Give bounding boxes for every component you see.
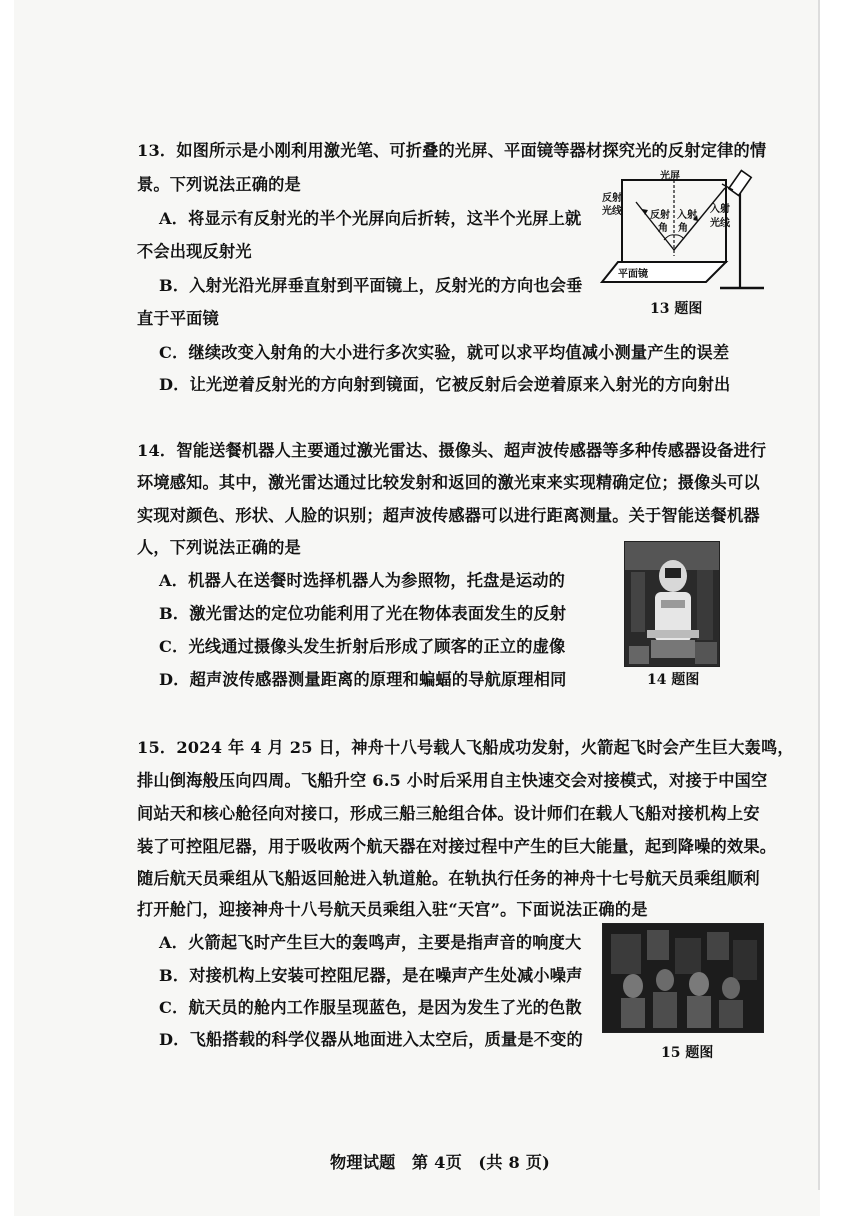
q14-option-b: B．激光雷达的定位功能利用了光在物体表面发生的反射 — [159, 604, 567, 623]
incidence-angle-label-1: 入射 — [677, 210, 697, 221]
q13-option-b-line1: B．入射光沿光屏垂直射到平面镜上，反射光的方向也会垂 — [159, 276, 583, 295]
figure-14-caption: 14 题图 — [647, 672, 700, 688]
q13-stem-line1: 13．如图所示是小刚利用激光笔、可折叠的光屏、平面镜等器材探究光的反射定律的情 — [137, 141, 767, 160]
scan-edge-line — [818, 0, 820, 1190]
q15-option-c: C．航天员的舱内工作服呈现蓝色，是因为发生了光的色散 — [159, 998, 582, 1017]
q15-option-a: A．火箭起飞时产生巨大的轰鸣声，主要是指声音的响度大 — [159, 933, 582, 952]
delivery-robot-photo — [624, 541, 720, 667]
q14-stem-line4: 人，下列说法正确的是 — [137, 538, 301, 557]
q15-stem-line4: 装了可控阻尼器，用于吸收两个航天器在对接过程中产生的巨大能量，起到降噪的效果。 — [137, 837, 777, 856]
reflected-ray-label-1: 反射 — [602, 193, 622, 204]
reflected-ray-label-2: 光线 — [602, 206, 622, 217]
q14-option-c: C．光线通过摄像头发生折射后形成了顾客的正立的虚像 — [159, 637, 566, 656]
q14-stem-line2: 环境感知。其中，激光雷达通过比较发射和返回的激光束来实现精确定位；摄像头可以 — [137, 473, 760, 492]
incident-ray-label-1: 入射 — [710, 204, 730, 215]
q15-stem-line2: 排山倒海般压向四周。飞船升空 6.5 小时后采用自主快速交会对接模式，对接于中国空 — [137, 771, 768, 790]
q15-option-b: B．对接机构上安装可控阻尼器，是在噪声产生处减小噪声 — [159, 966, 583, 985]
q13-stem-line2: 景。下列说法正确的是 — [137, 175, 301, 194]
screen-label: 光屏 — [660, 171, 680, 182]
q13-option-d: D．让光逆着反射光的方向射到镜面，它被反射后会逆着原来入射光的方向射出 — [159, 375, 731, 394]
page-footer: 物理试题 第 4页 (共 8 页) — [330, 1153, 551, 1172]
reflection-experiment-figure — [598, 168, 770, 296]
q14-option-a: A．机器人在送餐时选择机器人为参照物，托盘是运动的 — [159, 571, 566, 590]
figure-15-caption: 15 题图 — [661, 1045, 714, 1061]
reflection-angle-label-1: 反射 — [650, 210, 670, 221]
mirror-label: 平面镜 — [618, 269, 648, 280]
incidence-angle-label-2: 角 — [678, 223, 688, 234]
incident-ray-label-2: 光线 — [710, 218, 730, 229]
q15-stem-line5: 随后航天员乘组从飞船返回舱进入轨道舱。在轨执行任务的神舟十七号航天员乘组顺利 — [137, 869, 760, 888]
q14-stem-line1: 14．智能送餐机器人主要通过激光雷达、摄像头、超声波传感器等多种传感器设备进行 — [137, 441, 767, 460]
q13-option-b-line2: 直于平面镜 — [137, 309, 219, 328]
q13-option-c: C．继续改变入射角的大小进行多次实验，就可以求平均值减小测量产生的误差 — [159, 343, 730, 362]
q15-option-d: D．飞船搭载的科学仪器从地面进入太空后，质量是不变的 — [159, 1030, 583, 1049]
q15-stem-line6: 打开舱门，迎接神舟十八号航天员乘组入驻“天宫”。下面说法正确的是 — [137, 900, 648, 919]
q13-option-a-line2: 不会出现反射光 — [137, 242, 252, 261]
q15-stem-line1: 15．2024 年 4 月 25 日，神舟十八号载人飞船成功发射，火箭起飞时会产生巨大轰鸣， — [137, 738, 794, 757]
q14-stem-line3: 实现对颜色、形状、人脸的识别；超声波传感器可以进行距离测量。关于智能送餐机器 — [137, 506, 760, 525]
space-station-crew-photo — [602, 923, 764, 1033]
reflection-angle-label-2: 角 — [658, 223, 668, 234]
q15-stem-line3: 间站天和核心舱径向对接口，形成三船三舱组合体。设计师们在载人飞船对接机构上安 — [137, 804, 760, 823]
q14-option-d: D．超声波传感器测量距离的原理和蝙蝠的导航原理相同 — [159, 670, 567, 689]
q13-option-a-line1: A．将显示有反射光的半个光屏向后折转，这半个光屏上就 — [159, 209, 582, 228]
figure-13-caption: 13 题图 — [650, 301, 703, 317]
